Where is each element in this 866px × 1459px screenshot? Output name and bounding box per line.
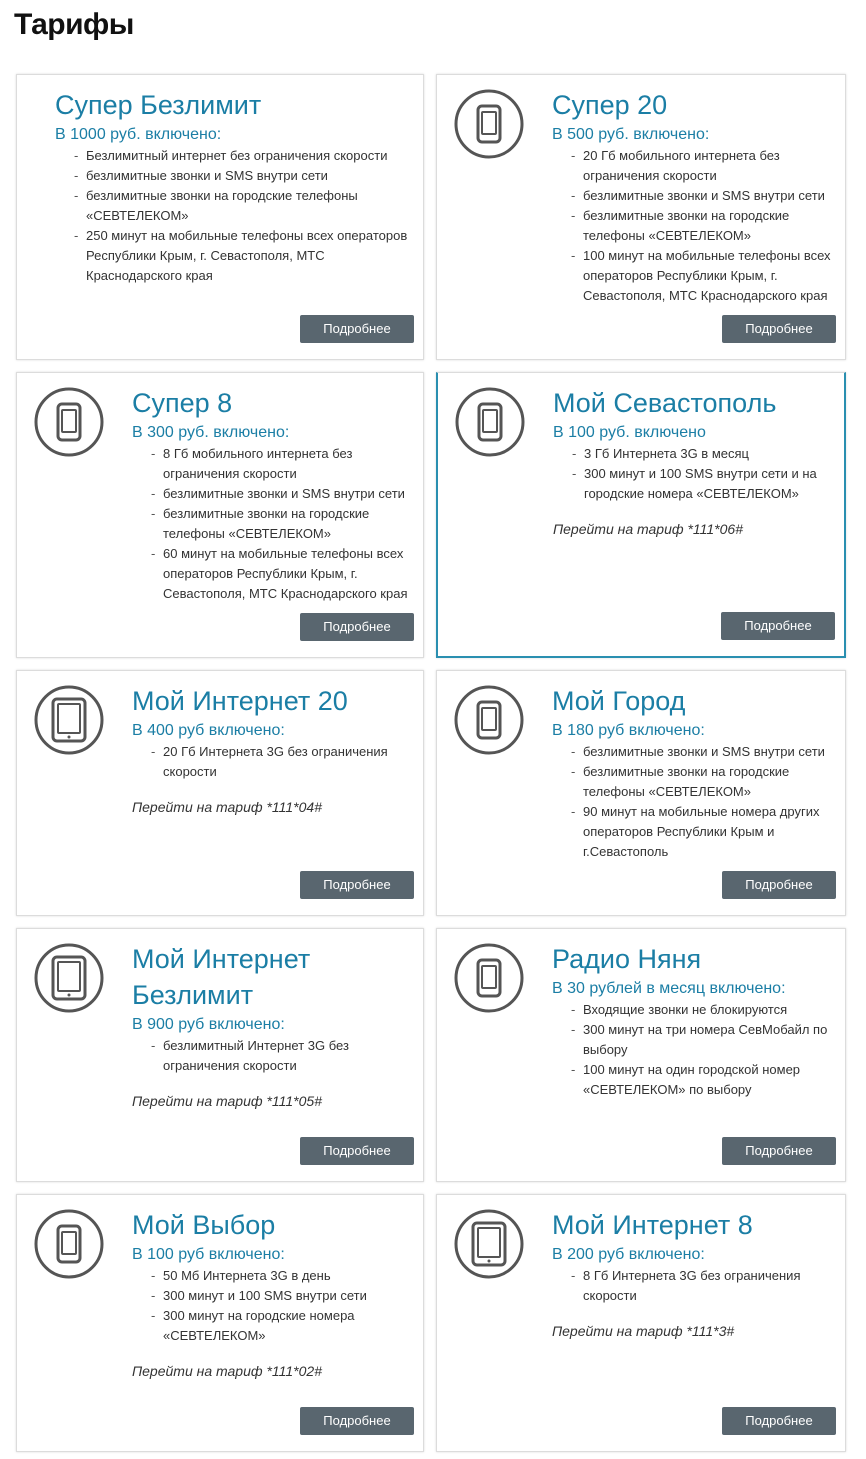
- tariff-price: В 500 руб. включено:: [552, 126, 710, 143]
- feature-list: [552, 1266, 835, 1306]
- tariff-content: [132, 683, 413, 817]
- feature-item: - безлимитные звонки и SMS внутри сети: [132, 484, 413, 504]
- phone-icon: [454, 386, 526, 458]
- phone-icon: [33, 1208, 105, 1280]
- feature-item: - безлимитные звонки на городские телефоны «СЕВТЕЛЕКОМ»: [552, 206, 835, 246]
- tariff-price: В 100 руб. включено: [553, 424, 706, 441]
- tariff-content: [552, 1207, 835, 1341]
- feature-item: - 20 Гб мобильного интернета без ограничения скорости: [552, 146, 835, 186]
- feature-item: - 250 минут на мобильные телефоны всех операторов Республики Крым, г. Севастополя, МТС Краснодарского края: [55, 226, 413, 286]
- phone-icon: [453, 684, 525, 756]
- tablet-icon: [453, 1208, 525, 1280]
- feature-item: - безлимитный Интернет 3G без ограничения скорости: [132, 1036, 413, 1076]
- details-button[interactable]: Подробнее: [722, 871, 836, 899]
- feature-item: - 100 минут на один городской номер «СЕВТЕЛЕКОМ» по выбору: [552, 1060, 835, 1100]
- tariff-card: [436, 372, 846, 658]
- feature-item: - 100 минут на мобильные телефоны всех операторов Республики Крым, г. Севастополя, МТС Краснодарского края: [552, 246, 835, 306]
- feature-item: - Входящие звонки не блокируются: [552, 1000, 835, 1020]
- feature-item: - безлимитные звонки и SMS внутри сети: [552, 742, 835, 762]
- details-button[interactable]: Подробнее: [722, 1137, 836, 1165]
- tariff-title: Радио Няня: [552, 944, 702, 974]
- feature-list: [132, 1266, 413, 1346]
- feature-item: - безлимитные звонки на городские телефоны «СЕВТЕЛЕКОМ»: [55, 186, 413, 226]
- feature-item: - 3 Гб Интернета 3G в месяц: [553, 444, 834, 464]
- tariff-card: [16, 670, 424, 916]
- details-button[interactable]: Подробнее: [722, 315, 836, 343]
- feature-item: - 20 Гб Интернета 3G без ограничения скорости: [132, 742, 413, 782]
- feature-list: [55, 146, 413, 286]
- tariff-card: [16, 372, 424, 658]
- tariff-title: Супер 8: [132, 388, 233, 418]
- page-title: Тарифы: [14, 8, 134, 41]
- tariff-price: В 100 руб включено:: [132, 1246, 285, 1263]
- tariff-price: В 300 руб. включено:: [132, 424, 290, 441]
- tariff-content: [132, 385, 413, 604]
- details-button[interactable]: Подробнее: [721, 612, 835, 640]
- details-button[interactable]: Подробнее: [300, 871, 414, 899]
- tariff-title: Мой Город: [552, 686, 686, 716]
- tariff-title: Мой Интернет Безлимит: [132, 944, 311, 1010]
- tariff-content: [132, 1207, 413, 1381]
- feature-list: [132, 1036, 413, 1076]
- feature-list: [552, 742, 835, 862]
- tariff-price: В 900 руб включено:: [132, 1016, 285, 1033]
- switch-code: Перейти на тариф *111*04#: [132, 799, 322, 815]
- tariff-price: В 30 рублей в месяц включено:: [552, 980, 786, 997]
- details-button[interactable]: Подробнее: [300, 1407, 414, 1435]
- feature-list: [132, 444, 413, 604]
- tariff-price: В 400 руб включено:: [132, 722, 285, 739]
- feature-item: - 90 минут на мобильные номера других операторов Республики Крым и г.Севастополь: [552, 802, 835, 862]
- tariff-price: В 180 руб включено:: [552, 722, 705, 739]
- tablet-icon: [33, 684, 105, 756]
- feature-item: - безлимитные звонки и SMS внутри сети: [55, 166, 413, 186]
- feature-list: [553, 444, 834, 504]
- phone-icon: [453, 88, 525, 160]
- feature-list: [552, 146, 835, 306]
- feature-item: - безлимитные звонки и SMS внутри сети: [552, 186, 835, 206]
- tariff-content: [552, 683, 835, 862]
- tablet-icon: [33, 942, 105, 1014]
- feature-item: - безлимитные звонки на городские телефоны «СЕВТЕЛЕКОМ»: [132, 504, 413, 544]
- switch-code: Перейти на тариф *111*06#: [553, 521, 743, 537]
- tariff-title: Мой Севастополь: [553, 388, 777, 418]
- tariff-title: Мой Выбор: [132, 1210, 276, 1240]
- feature-item: - безлимитные звонки на городские телефоны «СЕВТЕЛЕКОМ»: [552, 762, 835, 802]
- tariff-title: Супер Безлимит: [55, 90, 262, 120]
- feature-item: - 300 минут и 100 SMS внутри сети: [132, 1286, 413, 1306]
- feature-item: - 300 минут на городские номера «СЕВТЕЛЕКОМ»: [132, 1306, 413, 1346]
- feature-list: [552, 1000, 835, 1100]
- feature-list: [132, 742, 413, 782]
- tariff-price: В 1000 руб. включено:: [55, 126, 222, 143]
- tariff-content: [552, 87, 835, 306]
- feature-item: - 8 Гб Интернета 3G без ограничения скорости: [552, 1266, 835, 1306]
- switch-code: Перейти на тариф *111*3#: [552, 1323, 735, 1339]
- tariff-price: В 200 руб включено:: [552, 1246, 705, 1263]
- feature-item: - 8 Гб мобильного интернета без ограничения скорости: [132, 444, 413, 484]
- tariff-content: [132, 941, 413, 1111]
- details-button[interactable]: Подробнее: [722, 1407, 836, 1435]
- feature-item: - 300 минут на три номера СевМобайл по выбору: [552, 1020, 835, 1060]
- tariff-card: [16, 928, 424, 1182]
- feature-item: - 300 минут и 100 SMS внутри сети и на городские номера «СЕВТЕЛЕКОМ»: [553, 464, 834, 504]
- tariff-card: [436, 74, 846, 360]
- phone-icon: [33, 386, 105, 458]
- details-button[interactable]: Подробнее: [300, 613, 414, 641]
- tariff-card: [16, 74, 424, 360]
- tariff-card: [436, 670, 846, 916]
- tariff-card: [436, 928, 846, 1182]
- tariff-title: Супер 20: [552, 90, 668, 120]
- feature-item: - Безлимитный интернет без ограничения скорости: [55, 146, 413, 166]
- switch-code: Перейти на тариф *111*05#: [132, 1093, 322, 1109]
- feature-item: - 50 Мб Интернета 3G в день: [132, 1266, 413, 1286]
- tariff-card: [16, 1194, 424, 1452]
- details-button[interactable]: Подробнее: [300, 315, 414, 343]
- switch-code: Перейти на тариф *111*02#: [132, 1363, 322, 1379]
- details-button[interactable]: Подробнее: [300, 1137, 414, 1165]
- tariff-content: [552, 941, 835, 1100]
- tariff-content: [553, 385, 834, 539]
- feature-item: - 60 минут на мобильные телефоны всех операторов Республики Крым, г. Севастополя, МТС Краснодарского края: [132, 544, 413, 604]
- tariff-title: Мой Интернет 8: [552, 1210, 753, 1240]
- tariff-content: [55, 87, 413, 286]
- tariff-card: [436, 1194, 846, 1452]
- phone-icon: [453, 942, 525, 1014]
- tariff-title: Мой Интернет 20: [132, 686, 348, 716]
